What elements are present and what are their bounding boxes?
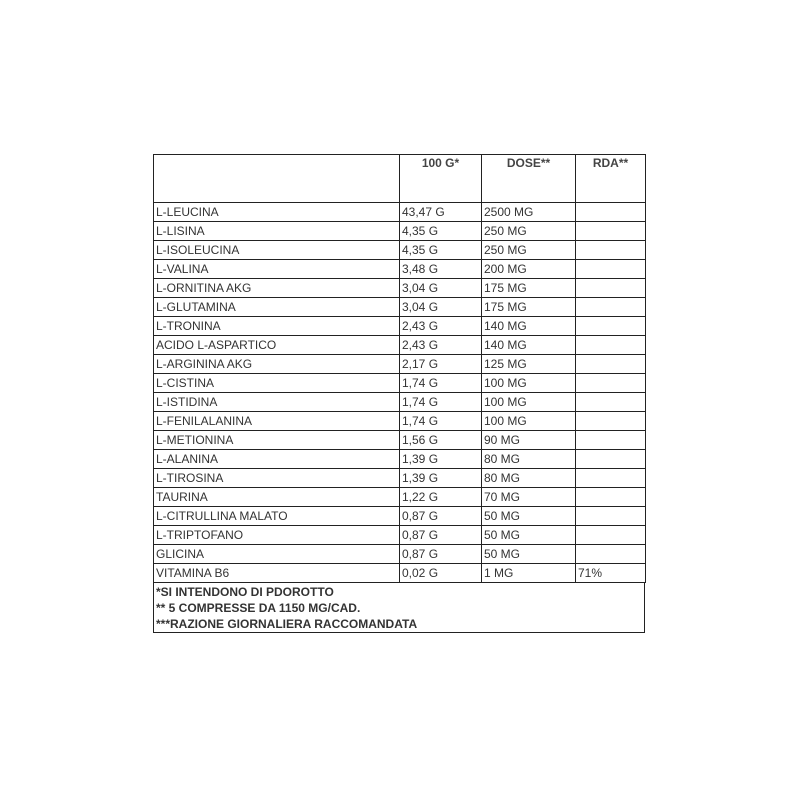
cell-rda (576, 412, 646, 431)
cell-dose: 100 MG (482, 412, 576, 431)
cell-rda: 71% (576, 564, 646, 583)
cell-ingredient: L-TRIPTOFANO (154, 526, 400, 545)
footnote-product: *SI INTENDONO DI PDOROTTO (156, 585, 334, 599)
cell-ingredient: L-METIONINA (154, 431, 400, 450)
cell-rda (576, 488, 646, 507)
table-row (154, 469, 646, 488)
cell-ingredient: L-FENILALANINA (154, 412, 400, 431)
cell-rda (576, 222, 646, 241)
table-row (154, 355, 646, 374)
cell-per-100g: 1,22 G (400, 488, 482, 507)
cell-per-100g: 2,43 G (400, 317, 482, 336)
cell-rda (576, 355, 646, 374)
cell-rda (576, 393, 646, 412)
cell-rda (576, 279, 646, 298)
cell-ingredient: L-LISINA (154, 222, 400, 241)
table-row (154, 393, 646, 412)
cell-dose: 125 MG (482, 355, 576, 374)
cell-ingredient: L-ALANINA (154, 450, 400, 469)
cell-dose: 250 MG (482, 241, 576, 260)
table-row (154, 203, 646, 222)
cell-per-100g: 2,43 G (400, 336, 482, 355)
cell-rda (576, 450, 646, 469)
cell-per-100g: 1,39 G (400, 469, 482, 488)
cell-rda (576, 507, 646, 526)
table-row (154, 431, 646, 450)
table-row (154, 412, 646, 431)
cell-per-100g: 3,48 G (400, 260, 482, 279)
cell-rda (576, 241, 646, 260)
table-row (154, 260, 646, 279)
cell-per-100g: 1,56 G (400, 431, 482, 450)
table-row (154, 545, 646, 564)
cell-per-100g: 43,47 G (400, 203, 482, 222)
cell-dose: 100 MG (482, 393, 576, 412)
table-row (154, 488, 646, 507)
table-row (154, 222, 646, 241)
cell-ingredient: TAURINA (154, 488, 400, 507)
cell-ingredient: L-LEUCINA (154, 203, 400, 222)
nutrition-table (153, 154, 646, 583)
cell-per-100g: 0,02 G (400, 564, 482, 583)
table-row (154, 564, 646, 583)
header-per-100g: 100 G* (400, 155, 482, 203)
table-row (154, 507, 646, 526)
footnotes (153, 583, 645, 633)
cell-rda (576, 374, 646, 393)
cell-per-100g: 0,87 G (400, 507, 482, 526)
cell-ingredient: L-CITRULLINA MALATO (154, 507, 400, 526)
cell-rda (576, 526, 646, 545)
cell-ingredient: L-ISTIDINA (154, 393, 400, 412)
table-row (154, 374, 646, 393)
table-row (154, 241, 646, 260)
table-row (154, 298, 646, 317)
cell-ingredient: L-TIROSINA (154, 469, 400, 488)
table-row (154, 450, 646, 469)
cell-dose: 250 MG (482, 222, 576, 241)
table-row (154, 336, 646, 355)
cell-per-100g: 2,17 G (400, 355, 482, 374)
cell-per-100g: 1,74 G (400, 393, 482, 412)
cell-rda (576, 469, 646, 488)
cell-ingredient: L-ISOLEUCINA (154, 241, 400, 260)
cell-per-100g: 4,35 G (400, 241, 482, 260)
cell-ingredient: GLICINA (154, 545, 400, 564)
cell-per-100g: 1,39 G (400, 450, 482, 469)
cell-dose: 100 MG (482, 374, 576, 393)
footnote-rda: ***RAZIONE GIORNALIERA RACCOMANDATA (156, 617, 418, 631)
cell-dose: 2500 MG (482, 203, 576, 222)
cell-dose: 80 MG (482, 450, 576, 469)
cell-dose: 175 MG (482, 279, 576, 298)
cell-dose: 90 MG (482, 431, 576, 450)
cell-ingredient: VITAMINA B6 (154, 564, 400, 583)
cell-ingredient: L-CISTINA (154, 374, 400, 393)
cell-dose: 70 MG (482, 488, 576, 507)
cell-rda (576, 298, 646, 317)
cell-per-100g: 4,35 G (400, 222, 482, 241)
cell-dose: 200 MG (482, 260, 576, 279)
cell-dose: 50 MG (482, 507, 576, 526)
cell-rda (576, 545, 646, 564)
cell-ingredient: ACIDO L-ASPARTICO (154, 336, 400, 355)
cell-rda (576, 431, 646, 450)
cell-per-100g: 1,74 G (400, 374, 482, 393)
cell-ingredient: L-GLUTAMINA (154, 298, 400, 317)
table-row (154, 317, 646, 336)
table-row (154, 526, 646, 545)
cell-per-100g: 0,87 G (400, 545, 482, 564)
cell-per-100g: 3,04 G (400, 298, 482, 317)
cell-per-100g: 3,04 G (400, 279, 482, 298)
cell-dose: 80 MG (482, 469, 576, 488)
table-body (154, 203, 646, 583)
header-dose: DOSE** (482, 155, 576, 203)
cell-dose: 140 MG (482, 336, 576, 355)
cell-dose: 175 MG (482, 298, 576, 317)
table-row (154, 279, 646, 298)
cell-dose: 1 MG (482, 564, 576, 583)
cell-dose: 50 MG (482, 526, 576, 545)
cell-rda (576, 317, 646, 336)
cell-rda (576, 203, 646, 222)
cell-rda (576, 260, 646, 279)
cell-dose: 140 MG (482, 317, 576, 336)
cell-per-100g: 0,87 G (400, 526, 482, 545)
cell-ingredient: L-ORNITINA AKG (154, 279, 400, 298)
cell-ingredient: L-VALINA (154, 260, 400, 279)
table-header-row (154, 155, 646, 203)
cell-ingredient: L-TRONINA (154, 317, 400, 336)
cell-dose: 50 MG (482, 545, 576, 564)
cell-ingredient: L-ARGININA AKG (154, 355, 400, 374)
header-rda: RDA** (576, 155, 646, 203)
cell-per-100g: 1,74 G (400, 412, 482, 431)
footnote-dose: ** 5 COMPRESSE DA 1150 MG/CAD. (156, 601, 361, 615)
header-ingredient (154, 155, 400, 203)
nutrition-table-container (153, 154, 645, 633)
cell-rda (576, 336, 646, 355)
